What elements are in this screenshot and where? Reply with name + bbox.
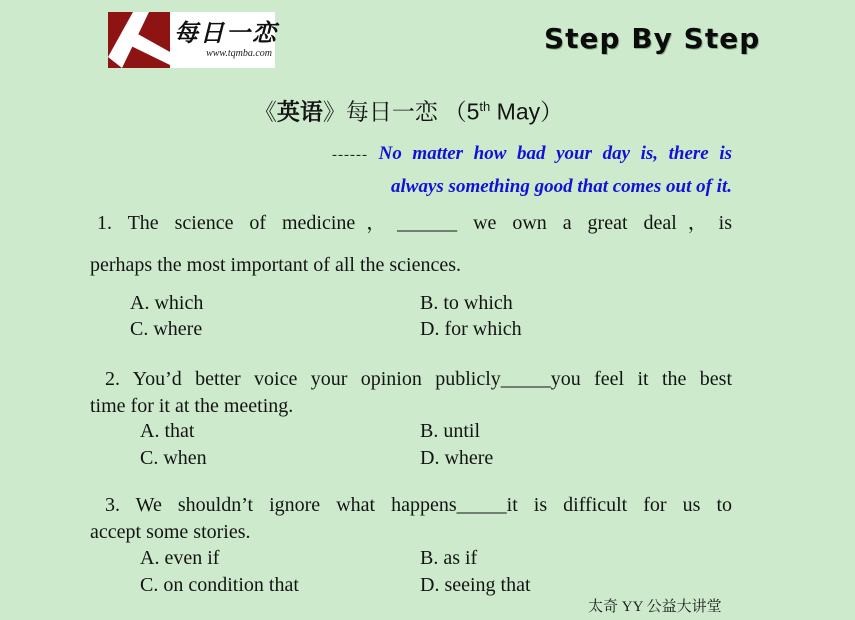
- option-a: A. which: [130, 292, 204, 314]
- title-paren-open: （: [443, 99, 467, 125]
- question-3-options: [140, 545, 531, 599]
- question-1-line-1: [90, 202, 732, 244]
- question-3-line-2: accept some stories.: [90, 521, 251, 543]
- title-bracket-open: 《: [253, 99, 277, 125]
- option-d: D. where: [420, 447, 494, 469]
- logo-website-url: www.tqmba.com: [206, 47, 272, 59]
- option-c: C. where: [130, 318, 203, 340]
- question-2-text: You’d better voice your opinion publicly_____you feel it the best: [132, 368, 732, 390]
- question-3-text: We shouldn’t ignore what happens_____it is difficult for us to: [135, 494, 732, 516]
- question-2-line-2: time for it at the meeting.: [90, 395, 294, 417]
- quote-text-1: No matter how bad your day is, there is: [378, 143, 733, 164]
- question-3: [90, 492, 732, 546]
- logo-text-block: [170, 12, 280, 68]
- quote-dashes: ------: [332, 147, 368, 163]
- question-2-line-1: [90, 366, 732, 393]
- option-a: A. even if: [140, 547, 220, 569]
- question-1-options: [130, 290, 522, 342]
- title-month: May: [490, 98, 541, 125]
- title-series: 每日一恋: [345, 99, 438, 125]
- option-b: B. as if: [420, 547, 478, 569]
- title-subject: 英语: [276, 99, 323, 125]
- daily-quote: [332, 138, 732, 203]
- question-1-line-2: perhaps the most important of all the sciences.: [90, 254, 462, 276]
- option-b: B. to which: [420, 292, 513, 314]
- option-c: C. on condition that: [140, 574, 299, 596]
- option-b: B. until: [420, 420, 481, 442]
- title-bracket-close: 》: [322, 99, 346, 125]
- page-title: [0, 92, 855, 128]
- title-day: 5: [466, 98, 480, 125]
- title-paren-close: ）: [540, 99, 564, 125]
- question-2-options: [140, 418, 493, 472]
- footer-credit: 太奇 YY 公益大讲堂: [588, 599, 722, 615]
- question-2: [90, 366, 732, 420]
- slogan-step-by-step: Step By Step: [544, 22, 761, 55]
- question-1-number: 1.: [97, 212, 112, 234]
- option-d: D. for which: [420, 318, 522, 340]
- question-3-line-1: [90, 492, 732, 519]
- question-1: [90, 202, 732, 286]
- quote-line-1: [332, 138, 732, 171]
- option-d: D. seeing that: [420, 574, 531, 596]
- question-2-number: 2.: [105, 368, 120, 390]
- taiqi-person-icon: [108, 12, 170, 68]
- title-ordinal: th: [479, 99, 491, 114]
- question-1-text: The science of medicine，______ we own a great deal，is: [127, 212, 732, 234]
- option-c: C. when: [140, 447, 207, 469]
- quote-line-2: always something good that comes out of it.: [391, 176, 732, 197]
- brand-logo: [108, 12, 278, 68]
- logo-brand-characters: 每日一恋: [174, 20, 278, 47]
- option-a: A. that: [140, 420, 195, 442]
- question-3-number: 3.: [105, 494, 120, 516]
